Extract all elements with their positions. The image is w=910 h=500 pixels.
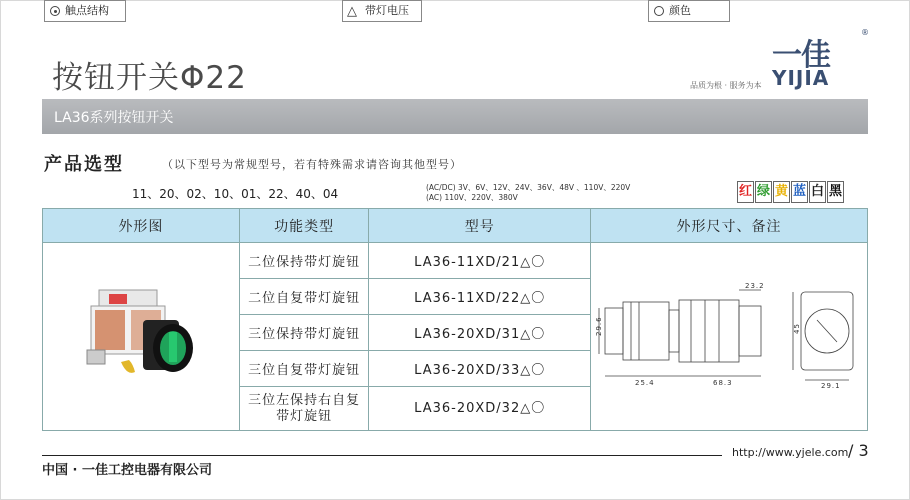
color-swatch-white: 白: [809, 181, 826, 203]
dim-label-23-2: 23.2: [744, 281, 765, 290]
dim-label-25-4: 25.4: [634, 378, 655, 387]
table-row: [43, 243, 868, 279]
color-swatch-yellow: 黄: [773, 181, 790, 203]
function-type-cell: 二位保持带灯旋钮: [239, 243, 369, 279]
model-cell: LA36-11XD/22△〇: [369, 279, 591, 315]
dim-label-68-3: 68.3: [712, 378, 733, 387]
registered-mark: ®: [861, 28, 869, 37]
product-selection-table: [42, 208, 868, 431]
color-swatch-black: 黑: [827, 181, 844, 203]
function-type-cell: 三位左保持右自复 带灯旋钮: [239, 387, 369, 431]
product-photo-cell: [43, 243, 240, 431]
model-cell: LA36-11XD/21△〇: [369, 243, 591, 279]
section-note: （以下型号为常规型号，若有特殊需求请咨询其他型号）: [162, 158, 462, 171]
dim-label-45: 45: [792, 322, 801, 334]
voltage-ac: (AC) 110V、220V、380V: [426, 193, 518, 202]
dimension-drawing: [595, 280, 863, 390]
voltage-ac-dc: (AC/DC) 3V、6V、12V、24V、36V、48V 、110V、220V: [426, 183, 631, 192]
lamp-voltage-label: △ 带灯电压: [342, 0, 422, 22]
function-type-cell: 二位自复带灯旋钮: [239, 279, 369, 315]
dim-label-29-6: 29.6: [594, 315, 603, 336]
radio-circle-icon: [654, 6, 664, 16]
header-model: 型号: [369, 209, 591, 243]
color-swatch-green: 绿: [755, 181, 772, 203]
section-title: 产品选型: [44, 154, 124, 175]
color-label: 颜色: [648, 0, 730, 22]
dimension-drawing-cell: [590, 243, 867, 431]
dim-label-29-1: 29.1: [820, 381, 841, 390]
model-cell: LA36-20XD/32△〇: [369, 387, 591, 431]
header-appearance: 外形图: [43, 209, 240, 243]
contact-structure-values: 11、20、02、10、01、22、40、04: [132, 187, 339, 201]
color-swatch-blue: 蓝: [791, 181, 808, 203]
page-number: / 3: [848, 441, 869, 460]
model-cell: LA36-20XD/33△〇: [369, 351, 591, 387]
radio-circle-icon: [50, 6, 60, 16]
brand-slogan: 品质为根 · 服务为本: [690, 81, 762, 90]
product-photo: [81, 280, 201, 390]
series-banner: [42, 99, 868, 134]
contact-structure-label: 触点结构: [44, 0, 126, 22]
page-title: 按钮开关Φ22: [52, 60, 247, 96]
logo-english: YIJIA: [772, 66, 830, 90]
banner-text: LA36系列按钮开关: [54, 110, 174, 126]
model-cell: LA36-20XD/31△〇: [369, 315, 591, 351]
function-type-cell: 三位自复带灯旋钮: [239, 351, 369, 387]
footer-divider: [42, 455, 722, 456]
footer-company: 中国 · 一佳工控电器有限公司: [42, 463, 212, 478]
header-dimensions: 外形尺寸、备注: [590, 209, 867, 243]
footer-url: http://www.yjele.com: [732, 446, 849, 459]
triangle-icon: △: [347, 4, 357, 19]
table-header-row: [43, 209, 868, 243]
logo-chinese: 一佳: [772, 38, 830, 73]
brand-logo: [772, 30, 867, 92]
header-function-type: 功能类型: [239, 209, 369, 243]
color-swatch-red: 红: [737, 181, 754, 203]
function-type-cell: 三位保持带灯旋钮: [239, 315, 369, 351]
